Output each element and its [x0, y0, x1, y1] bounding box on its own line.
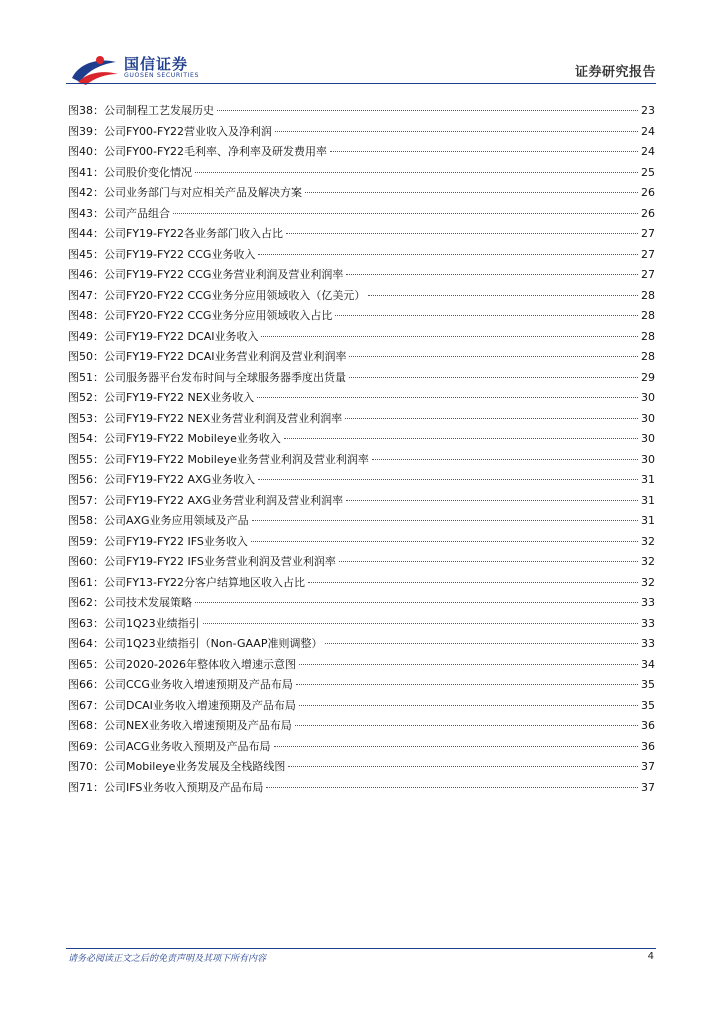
toc-figure-title: 公司AXG业务应用领域及产品 — [104, 514, 249, 527]
toc-figure-title: 公司产品组合 — [104, 206, 170, 220]
toc-dot-leader — [346, 274, 638, 275]
toc-page-number: 27 — [641, 227, 655, 240]
toc-figure-label: 图40： — [68, 145, 104, 158]
toc-row[interactable] — [68, 369, 655, 390]
toc-dot-leader — [339, 561, 638, 562]
toc-figure-title: 公司技术发展策略 — [104, 596, 192, 609]
toc-row[interactable] — [68, 656, 655, 677]
toc-figure-title: 公司FY19-FY22 DCAI业务收入 — [104, 329, 259, 343]
toc-figure-title: 公司FY19-FY22 IFS业务收入 — [104, 534, 248, 548]
page-number: 4 — [647, 951, 654, 962]
toc-page-number: 28 — [641, 350, 655, 363]
toc-figure-title: 公司ACG业务收入预期及产品布局 — [104, 739, 271, 753]
toc-figure-label: 图55： — [68, 452, 104, 466]
toc-figure-label: 图58： — [68, 514, 104, 527]
toc-figure-label: 图51： — [68, 370, 104, 384]
toc-page-number: 31 — [641, 493, 655, 507]
toc-figure-label: 图66： — [68, 678, 104, 691]
toc-figure-label: 图63： — [68, 616, 104, 630]
toc-figure-title: 公司制程工艺发展历史 — [104, 104, 214, 117]
toc-figure-label: 图44： — [68, 227, 104, 240]
toc-dot-leader — [217, 110, 638, 111]
toc-figure-title: 公司FY13-FY22分客户结算地区收入占比 — [104, 575, 306, 589]
toc-figure-title: 公司FY19-FY22 NEX业务收入 — [104, 391, 255, 404]
toc-page-number: 30 — [641, 411, 655, 425]
toc-dot-leader — [296, 684, 638, 685]
toc-page-number: 27 — [641, 268, 655, 281]
toc-dot-leader — [349, 356, 638, 357]
toc-row[interactable] — [68, 533, 655, 554]
toc-figure-title: 公司股价变化情况 — [104, 165, 192, 179]
toc-dot-leader — [261, 336, 638, 337]
toc-figure-title: 公司FY19-FY22 CCG业务营业利润及营业利润率 — [104, 268, 344, 281]
toc-row[interactable] — [68, 246, 655, 267]
report-type-label: 证券研究报告 — [574, 65, 656, 80]
footer-disclaimer: 请务必阅读正文之后的免责声明及其项下所有内容 — [68, 954, 267, 964]
toc-row[interactable] — [68, 287, 655, 308]
toc-dot-leader — [299, 705, 638, 706]
toc-row[interactable] — [68, 471, 655, 492]
toc-page-number: 28 — [641, 309, 655, 322]
toc-row[interactable] — [68, 143, 655, 164]
toc-row[interactable] — [68, 697, 655, 718]
toc-figure-title: 公司FY19-FY22各业务部门收入占比 — [104, 227, 284, 240]
toc-row[interactable] — [68, 184, 655, 205]
toc-figure-title: 公司CCG业务收入增速预期及产品布局 — [104, 678, 293, 691]
toc-row[interactable] — [68, 615, 655, 636]
toc-row[interactable] — [68, 492, 655, 513]
toc-dot-leader — [258, 479, 638, 480]
toc-row[interactable] — [68, 574, 655, 595]
toc-figure-label: 图54： — [68, 432, 104, 445]
toc-row[interactable] — [68, 553, 655, 574]
toc-page-number: 33 — [641, 616, 655, 630]
toc-page-number: 30 — [641, 432, 655, 445]
toc-dot-leader — [173, 213, 638, 214]
toc-figure-title: 公司FY19-FY22 Mobileye业务收入 — [104, 432, 281, 445]
toc-row[interactable] — [68, 758, 655, 779]
toc-row[interactable] — [68, 307, 655, 328]
toc-figure-title: 公司DCAI业务收入增速预期及产品布局 — [104, 698, 296, 712]
toc-figure-title: 公司FY00-FY22毛利率、净利率及研发费用率 — [104, 145, 328, 158]
toc-figure-label: 图57： — [68, 493, 104, 507]
toc-dot-leader — [286, 233, 638, 234]
toc-row[interactable] — [68, 635, 655, 656]
toc-row[interactable] — [68, 779, 655, 800]
toc-row[interactable] — [68, 102, 655, 123]
toc-page-number: 36 — [641, 739, 655, 753]
toc-figure-title: 公司1Q23业绩指引（Non-GAAP准则调整） — [104, 637, 323, 650]
toc-figure-label: 图53： — [68, 411, 104, 425]
toc-dot-leader — [330, 151, 638, 152]
toc-dot-leader — [195, 602, 638, 603]
toc-figure-label: 图68： — [68, 719, 104, 732]
toc-page-number: 30 — [641, 391, 655, 404]
toc-figure-title: 公司服务器平台发布时间与全球服务器季度出货量 — [104, 370, 346, 384]
toc-page-number: 36 — [641, 719, 655, 732]
toc-row[interactable] — [68, 328, 655, 349]
toc-dot-leader — [368, 295, 638, 296]
toc-row[interactable] — [68, 348, 655, 369]
toc-page-number: 33 — [641, 637, 655, 650]
toc-dot-leader — [325, 643, 638, 644]
toc-page-number: 28 — [641, 329, 655, 343]
toc-dot-leader — [195, 172, 638, 173]
toc-page-number: 29 — [641, 370, 655, 384]
toc-page-number: 35 — [641, 678, 655, 691]
toc-row[interactable] — [68, 205, 655, 226]
toc-dot-leader — [308, 582, 638, 583]
toc-page-number: 26 — [641, 206, 655, 220]
toc-figure-title: 公司FY20-FY22 CCG业务分应用领域收入（亿美元） — [104, 288, 366, 302]
logo-english-name: GUOSEN SECURITIES — [124, 72, 200, 79]
toc-figure-label: 图43： — [68, 206, 104, 220]
toc-dot-leader — [345, 418, 638, 419]
toc-row[interactable] — [68, 123, 655, 144]
toc-row[interactable] — [68, 738, 655, 759]
toc-dot-leader — [295, 725, 638, 726]
toc-row[interactable] — [68, 225, 655, 246]
toc-figure-title: 公司NEX业务收入增速预期及产品布局 — [104, 719, 292, 732]
toc-page-number: 23 — [641, 104, 655, 117]
toc-figure-label: 图46： — [68, 268, 104, 281]
page-header — [0, 0, 724, 90]
toc-dot-leader — [251, 541, 638, 542]
toc-page-number: 32 — [641, 534, 655, 548]
toc-figure-label: 图69： — [68, 739, 104, 753]
toc-figure-label: 图67： — [68, 698, 104, 712]
toc-page-number: 28 — [641, 288, 655, 302]
toc-page-number: 32 — [641, 555, 655, 568]
header-divider — [66, 83, 656, 84]
toc-row[interactable] — [68, 512, 655, 533]
toc-dot-leader — [274, 746, 638, 747]
toc-figure-title: 公司FY19-FY22 NEX业务营业利润及营业利润率 — [104, 411, 343, 425]
toc-dot-leader — [335, 315, 638, 316]
toc-page-number: 37 — [641, 760, 655, 773]
toc-figure-title: 公司FY19-FY22 IFS业务营业利润及营业利润率 — [104, 555, 336, 568]
toc-page-number: 30 — [641, 452, 655, 466]
toc-row[interactable] — [68, 410, 655, 431]
toc-row[interactable] — [68, 717, 655, 738]
toc-figure-title: 公司1Q23业绩指引 — [104, 616, 200, 630]
toc-dot-leader — [258, 254, 638, 255]
toc-figure-title: 公司业务部门与对应相关产品及解决方案 — [104, 186, 302, 199]
toc-page-number: 34 — [641, 657, 655, 671]
toc-dot-leader — [346, 500, 638, 501]
toc-figure-title: 公司FY19-FY22 CCG业务收入 — [104, 247, 256, 261]
logo-chinese-name: 国信证券 — [124, 55, 189, 73]
guosen-logo — [70, 52, 200, 86]
toc-figure-title: 公司2020-2026年整体收入增速示意图 — [104, 657, 296, 671]
toc-dot-leader — [372, 459, 638, 460]
toc-figure-label: 图65： — [68, 657, 104, 671]
toc-page-number: 27 — [641, 247, 655, 261]
toc-dot-leader — [284, 438, 638, 439]
toc-dot-leader — [275, 131, 638, 132]
toc-figure-label: 图61： — [68, 575, 104, 589]
toc-page-number: 25 — [641, 165, 655, 179]
toc-row[interactable] — [68, 430, 655, 451]
toc-page-number: 24 — [641, 145, 655, 158]
toc-row[interactable] — [68, 164, 655, 185]
toc-page-number: 32 — [641, 575, 655, 589]
toc-page-number: 24 — [641, 124, 655, 138]
toc-page-number: 31 — [641, 514, 655, 527]
toc-figure-label: 图62： — [68, 596, 104, 609]
toc-figure-title: 公司FY19-FY22 Mobileye业务营业利润及营业利润率 — [104, 452, 369, 466]
toc-dot-leader — [349, 377, 638, 378]
toc-dot-leader — [299, 664, 638, 665]
toc-dot-leader — [288, 766, 638, 767]
toc-page-number: 26 — [641, 186, 655, 199]
toc-page-number: 35 — [641, 698, 655, 712]
toc-figure-label: 图38： — [68, 104, 104, 117]
toc-figure-label: 图64： — [68, 637, 104, 650]
toc-dot-leader — [252, 520, 638, 521]
toc-figure-label: 图60： — [68, 555, 104, 568]
footer-divider — [66, 948, 656, 949]
toc-figure-title: 公司FY20-FY22 CCG业务分应用领域收入占比 — [104, 309, 333, 322]
toc-dot-leader — [266, 787, 638, 788]
guosen-logo-icon — [70, 52, 120, 86]
toc-figure-title: 公司FY19-FY22 DCAI业务营业利润及营业利润率 — [104, 350, 347, 363]
toc-row[interactable] — [68, 676, 655, 697]
figure-index-list — [68, 102, 655, 799]
toc-figure-title: 公司FY19-FY22 AXG业务收入 — [104, 473, 256, 486]
toc-figure-label: 图70： — [68, 760, 104, 773]
toc-row[interactable] — [68, 389, 655, 410]
toc-figure-label: 图47： — [68, 288, 104, 302]
toc-figure-label: 图49： — [68, 329, 104, 343]
toc-figure-label: 图41： — [68, 165, 104, 179]
toc-row[interactable] — [68, 266, 655, 287]
toc-row[interactable] — [68, 451, 655, 472]
toc-figure-label: 图45： — [68, 247, 104, 261]
toc-figure-label: 图56： — [68, 473, 104, 486]
toc-figure-title: 公司IFS业务收入预期及产品布局 — [104, 780, 264, 794]
toc-figure-title: 公司Mobileye业务发展及全栈路线图 — [104, 760, 286, 773]
toc-page-number: 31 — [641, 473, 655, 486]
toc-figure-label: 图48： — [68, 309, 104, 322]
toc-page-number: 37 — [641, 780, 655, 794]
toc-figure-label: 图39： — [68, 124, 104, 138]
toc-dot-leader — [257, 397, 638, 398]
toc-dot-leader — [203, 623, 638, 624]
toc-figure-label: 图52： — [68, 391, 104, 404]
toc-row[interactable] — [68, 594, 655, 615]
toc-figure-title: 公司FY00-FY22营业收入及净利润 — [104, 124, 273, 138]
toc-figure-title: 公司FY19-FY22 AXG业务营业利润及营业利润率 — [104, 493, 344, 507]
toc-figure-label: 图59： — [68, 534, 104, 548]
toc-figure-label: 图42： — [68, 186, 104, 199]
toc-figure-label: 图71： — [68, 780, 104, 794]
toc-dot-leader — [305, 192, 638, 193]
toc-figure-label: 图50： — [68, 350, 104, 363]
toc-page-number: 33 — [641, 596, 655, 609]
